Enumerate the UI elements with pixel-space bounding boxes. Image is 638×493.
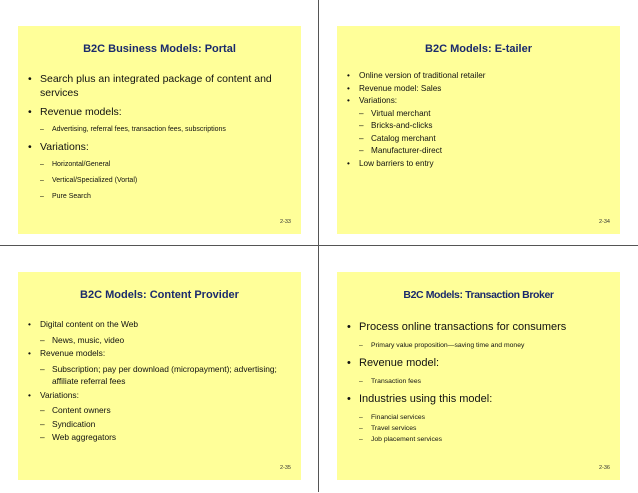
sub-bullet: – Primary value proposition—saving time and money — [347, 340, 610, 351]
sub-bullet: – News, music, video — [28, 334, 291, 347]
slide-title: B2C Business Models: Portal — [83, 43, 236, 55]
sub-bullet: – Content owners — [28, 404, 291, 417]
bullet: • Revenue models: — [28, 347, 291, 360]
sub-bullet: – Advertising, referral fees, transaction fees, subscriptions — [28, 124, 291, 136]
sub-bullet: – Manufacturer-direct — [347, 145, 610, 158]
page-number: 2-33 — [279, 219, 291, 225]
bullet: • Low barriers to entry — [347, 158, 610, 171]
bullet: • Industries using this model: — [347, 392, 610, 406]
sub-bullet: – Catalog merchant — [347, 133, 610, 146]
sub-bullet: – Financial services — [347, 412, 610, 423]
slide-body — [28, 318, 291, 445]
bullet: • Revenue model: — [347, 356, 610, 370]
slide-body — [28, 72, 291, 207]
bullet: • Variations: — [28, 140, 291, 154]
sub-bullet: – Virtual merchant — [347, 108, 610, 121]
bullet: • Revenue models: — [28, 105, 291, 119]
sub-bullet: – Vertical/Specialized (Vortal) — [28, 175, 291, 187]
page-number: 2-35 — [279, 465, 291, 471]
slide-transaction-broker — [337, 272, 620, 480]
slide-body — [347, 320, 610, 445]
sub-bullet: – Job placement services — [347, 434, 610, 445]
bullet: • Search plus an integrated package of content and services — [28, 72, 291, 100]
slide-title: B2C Models: E-tailer — [425, 43, 532, 55]
slide-cell-1 — [0, 0, 319, 246]
bullet: • Variations: — [28, 389, 291, 402]
sub-bullet: – Syndication — [28, 418, 291, 431]
sub-bullet: – Subscription; pay per download (micropayment); advertising; affiliate referral fees — [28, 363, 291, 388]
slide-cell-3 — [0, 246, 319, 492]
slide-title: B2C Models: Content Provider — [80, 289, 239, 301]
sub-bullet: – Travel services — [347, 423, 610, 434]
slide-content-provider — [18, 272, 301, 480]
sub-bullet: – Pure Search — [28, 191, 291, 203]
slide-etailer — [337, 26, 620, 234]
slide-body — [347, 70, 610, 170]
slide-title: B2C Models: Transaction Broker — [403, 289, 554, 301]
bullet: • Digital content on the Web — [28, 318, 291, 331]
page-number: 2-36 — [598, 465, 610, 471]
bullet: • Revenue model: Sales — [347, 83, 610, 96]
slide-cell-2 — [319, 0, 638, 246]
sub-bullet: – Horizontal/General — [28, 159, 291, 171]
sub-bullet: – Web aggregators — [28, 431, 291, 444]
sub-bullet: – Bricks-and-clicks — [347, 120, 610, 133]
page-number: 2-34 — [598, 219, 610, 225]
sub-bullet: – Transaction fees — [347, 376, 610, 387]
bullet: • Online version of traditional retailer — [347, 70, 610, 83]
bullet: • Process online transactions for consumers — [347, 320, 610, 334]
slide-cell-4 — [319, 246, 638, 492]
bullet: • Variations: — [347, 95, 610, 108]
slide-portal — [18, 26, 301, 234]
